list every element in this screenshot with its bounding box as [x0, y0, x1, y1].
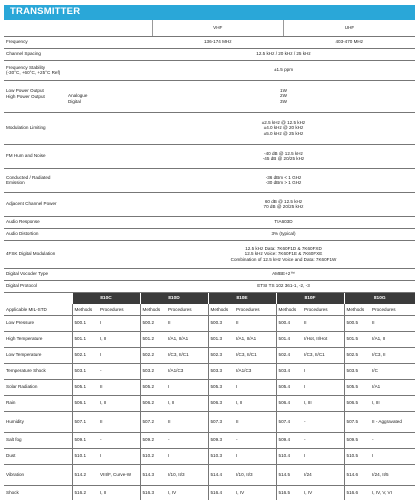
mil-procedure-cell: I, IV, V, VI	[370, 485, 415, 500]
mil-method-cell: 510.5	[344, 448, 370, 464]
mil-method-cell: 501.4	[276, 331, 302, 347]
spec-label: Frequency Stability (-30°C, +60°C, +25°C Ref)	[4, 60, 152, 80]
mil-method-cell: 502.2	[140, 347, 166, 363]
mil-method-cell: 505.1	[72, 379, 98, 395]
spec-value: -40 dB @ 12.5 kHz -45 dB @ 20/25 kHz	[152, 144, 415, 168]
mil-method-cell: 500.3	[208, 315, 234, 331]
mil-procedure-cell: I, III	[302, 395, 344, 411]
mil-test-name: Rain	[4, 395, 72, 411]
mil-procedure-cell: I, II	[98, 485, 140, 500]
mil-method-cell: 514.2	[72, 464, 98, 485]
mil-procedure-cell: I, II	[98, 331, 140, 347]
mil-test-name: High Temperature	[4, 331, 72, 347]
mil-procedure-cell: I, II	[166, 395, 208, 411]
mil-method-cell: 500.2	[140, 315, 166, 331]
mil-procedure-cell: I	[302, 448, 344, 464]
mil-test-name: Low Pressure	[4, 315, 72, 331]
mil-method-cell: 503.5	[344, 363, 370, 379]
spec-row-modulation-limiting	[4, 112, 415, 144]
mil-procedure-cell: I	[234, 379, 276, 395]
mil-group-header: 810C	[72, 293, 140, 304]
mil-procedure-cell: I	[98, 347, 140, 363]
spec-label: Adjacent Channel Power	[4, 192, 152, 216]
spec-label: Digital Vocoder Type	[4, 268, 152, 280]
mil-method-cell: 502.3	[208, 347, 234, 363]
mil-row	[4, 411, 415, 432]
spec-header-blank	[4, 20, 152, 36]
mil-test-name: Dust	[4, 448, 72, 464]
mil-table-body	[4, 315, 415, 500]
mil-procedure-cell: I	[166, 379, 208, 395]
mil-procedure-cell: -	[234, 432, 276, 448]
spec-band-header-row	[4, 20, 415, 36]
mil-group-header: 810E	[208, 293, 276, 304]
mil-method-cell: 509.4	[276, 432, 302, 448]
mil-group-header: 810F	[276, 293, 344, 304]
mil-group-header: 810D	[140, 293, 208, 304]
mil-method-cell: 500.1	[72, 315, 98, 331]
mil-method-cell: 510.1	[72, 448, 98, 464]
mil-procedure-cell: I/Hot, II/Hot	[302, 331, 344, 347]
mil-procedure-cell: I	[234, 448, 276, 464]
mil-method-cell: 505.2	[140, 379, 166, 395]
mil-procedures-header: Procedures	[234, 304, 276, 315]
mil-procedure-cell: VIII/F, Curve-W	[98, 464, 140, 485]
spec-label: Low Power Output High Power Output	[6, 88, 45, 99]
spec-label: FM Hum and Noise	[4, 144, 152, 168]
mil-method-cell: 501.1	[72, 331, 98, 347]
mil-method-cell: 514.5	[276, 464, 302, 485]
spec-row-audio-response	[4, 216, 415, 228]
mil-procedure-cell: I/C	[370, 363, 415, 379]
spec-row-frequency-stability	[4, 60, 415, 80]
spec-sublabel: Analogue Digital	[68, 93, 88, 104]
mil-procedures-header: Procedures	[166, 304, 208, 315]
spec-value-vhf: 136-174 MHz	[152, 36, 284, 48]
mil-method-cell: 509.2	[140, 432, 166, 448]
mil-procedure-cell: II	[302, 315, 344, 331]
mil-method-cell: 507.3	[208, 411, 234, 432]
spec-row-vocoder	[4, 268, 415, 280]
mil-procedure-cell: II	[98, 379, 140, 395]
mil-procedure-cell: I, IV	[302, 485, 344, 500]
mil-test-name: Vibration	[4, 464, 72, 485]
spec-label: Frequency	[4, 36, 152, 48]
spec-value-uhf: 403-470 MHz	[284, 36, 416, 48]
uhf-header: UHF	[284, 20, 416, 36]
mil-procedure-cell: I/10, II/3	[234, 464, 276, 485]
mil-row	[4, 432, 415, 448]
mil-group-header: 810G	[344, 293, 415, 304]
mil-test-name: Humidity	[4, 411, 72, 432]
spec-row-frequency	[4, 36, 415, 48]
mil-procedure-cell: I/A1/C3	[166, 363, 208, 379]
mil-procedure-cell: I/C3, II/C1	[302, 347, 344, 363]
mil-procedure-cell: I	[98, 315, 140, 331]
mil-method-cell: 505.3	[208, 379, 234, 395]
mil-method-cell: 501.3	[208, 331, 234, 347]
spec-label: Audio Distortion	[4, 228, 152, 240]
mil-method-cell: 516.4	[208, 485, 234, 500]
mil-method-cell: 502.1	[72, 347, 98, 363]
mil-method-cell: 507.5	[344, 411, 370, 432]
spec-value: 60 dB @ 12.5 kHz 70 dB @ 20/25 kHz	[152, 192, 415, 216]
mil-row	[4, 315, 415, 331]
mil-method-cell: 503.2	[140, 363, 166, 379]
mil-header-label: Applicable MIL-STD	[4, 304, 72, 315]
mil-procedure-cell: I/10, II/3	[166, 464, 208, 485]
mil-method-cell: 510.4	[276, 448, 302, 464]
mil-method-cell: 516.2	[72, 485, 98, 500]
spec-value: ±2.5 kHz @ 12.5 kHz ±4.0 kHz @ 20 kHz ±5.0 kHz @ 25 kHz	[152, 112, 415, 144]
mil-methods-header: Methods	[344, 304, 370, 315]
spec-label: Digital Protocol	[4, 280, 152, 292]
section-header-band	[4, 5, 415, 20]
mil-method-cell: 503.4	[276, 363, 302, 379]
mil-test-name: Solar Radiation	[4, 379, 72, 395]
mil-method-cell: 507.4	[276, 411, 302, 432]
mil-method-cell: 503.1	[72, 363, 98, 379]
section-title: TRANSMITTER	[10, 6, 81, 17]
spec-value: 12.5 kHz / 20 kHz / 25 kHz	[152, 48, 415, 60]
mil-procedure-cell: I	[302, 363, 344, 379]
mil-row	[4, 363, 415, 379]
mil-method-cell: 505.4	[276, 379, 302, 395]
mil-method-cell: 516.6	[344, 485, 370, 500]
spec-value: 1W 2W 3W	[152, 80, 415, 112]
mil-procedure-cell: I, II	[98, 395, 140, 411]
mil-procedures-header: Procedures	[98, 304, 140, 315]
mil-method-cell: 503.3	[208, 363, 234, 379]
mil-group-header-blank	[4, 293, 72, 304]
spec-row-audio-distortion	[4, 228, 415, 240]
spec-label-cell	[4, 80, 152, 112]
vhf-header: VHF	[152, 20, 284, 36]
spec-label: 4FSK Digital Modulation	[4, 240, 152, 268]
mil-method-cell: 500.4	[276, 315, 302, 331]
mil-method-cell: 506.5	[344, 395, 370, 411]
mil-methods-header: Methods	[72, 304, 98, 315]
mil-method-cell: 516.5	[276, 485, 302, 500]
spec-label: Audio Response	[4, 216, 152, 228]
mil-method-cell: 514.6	[344, 464, 370, 485]
mil-method-cell: 516.3	[140, 485, 166, 500]
mil-method-cell: 505.5	[344, 379, 370, 395]
spec-row-adjacent-channel	[4, 192, 415, 216]
mil-procedure-cell: I/C3, II	[370, 347, 415, 363]
mil-procedure-cell: I, III	[370, 395, 415, 411]
spec-row-channel-spacing	[4, 48, 415, 60]
mil-procedure-cell: II	[234, 315, 276, 331]
mil-method-cell: 509.3	[208, 432, 234, 448]
mil-procedure-cell: -	[98, 432, 140, 448]
mil-procedure-cell: -	[98, 363, 140, 379]
mil-group-header-row	[4, 293, 415, 304]
mil-method-cell: 502.5	[344, 347, 370, 363]
spec-value: TIA603D	[152, 216, 415, 228]
spec-label: Conducted / Radiated Emission	[4, 168, 152, 192]
mil-procedure-cell: I/A1, II/A1	[234, 331, 276, 347]
mil-row	[4, 347, 415, 363]
mil-procedure-cell: II - Aggravated	[370, 411, 415, 432]
mil-procedure-cell: I/A1	[370, 379, 415, 395]
mil-method-cell: 507.2	[140, 411, 166, 432]
mil-procedure-cell: II	[98, 411, 140, 432]
mil-test-name: Salt fog	[4, 432, 72, 448]
mil-method-cell: 507.1	[72, 411, 98, 432]
mil-procedure-cell: I/24, II/5	[370, 464, 415, 485]
mil-test-name: Shock	[4, 485, 72, 500]
mil-procedure-cell: II	[166, 315, 208, 331]
mil-row	[4, 331, 415, 347]
mil-procedure-cell: I/A1, II/A1	[166, 331, 208, 347]
spec-row-4fsk	[4, 240, 415, 268]
mil-method-cell: 514.4	[208, 464, 234, 485]
mil-procedure-cell: I, II	[234, 395, 276, 411]
mil-procedure-cell: I	[370, 448, 415, 464]
mil-method-cell: 500.5	[344, 315, 370, 331]
mil-method-cell: 514.3	[140, 464, 166, 485]
mil-procedure-cell: -	[302, 411, 344, 432]
mil-procedure-cell: II	[370, 315, 415, 331]
mil-test-name: Temperature Shock	[4, 363, 72, 379]
mil-procedure-cell: I/A1/C3	[234, 363, 276, 379]
transmitter-spec-table	[4, 20, 415, 293]
mil-method-cell: 506.2	[140, 395, 166, 411]
mil-subheader-row	[4, 304, 415, 315]
mil-method-cell: 506.4	[276, 395, 302, 411]
mil-methods-header: Methods	[208, 304, 234, 315]
mil-procedure-cell: I/C3, II/C1	[166, 347, 208, 363]
spec-row-protocol	[4, 280, 415, 292]
mil-method-cell: 510.3	[208, 448, 234, 464]
mil-procedure-cell: -	[302, 432, 344, 448]
spec-value: -36 dBm < 1 GHz -30 dBm > 1 GHz	[152, 168, 415, 192]
spec-row-emission	[4, 168, 415, 192]
spec-value: ±1.5 ppm	[152, 60, 415, 80]
spec-value: AMBE+2™	[152, 268, 415, 280]
spec-row-power-output	[4, 80, 415, 112]
mil-method-cell: 502.4	[276, 347, 302, 363]
mil-method-cell: 506.1	[72, 395, 98, 411]
mil-procedure-cell: I, IV	[166, 485, 208, 500]
mil-procedures-header: Procedures	[370, 304, 415, 315]
mil-method-cell: 510.2	[140, 448, 166, 464]
mil-method-cell: 509.5	[344, 432, 370, 448]
mil-method-cell: 509.1	[72, 432, 98, 448]
mil-procedure-cell: I, IV	[234, 485, 276, 500]
spec-label: Modulation Limiting	[4, 112, 152, 144]
mil-methods-header: Methods	[276, 304, 302, 315]
mil-procedure-cell: I/24	[302, 464, 344, 485]
mil-procedures-header: Procedures	[302, 304, 344, 315]
mil-procedure-cell: I	[302, 379, 344, 395]
mil-row	[4, 379, 415, 395]
mil-procedure-cell: I	[98, 448, 140, 464]
mil-std-table	[4, 293, 415, 500]
mil-methods-header: Methods	[140, 304, 166, 315]
mil-method-cell: 506.3	[208, 395, 234, 411]
mil-procedure-cell: I/A1, II	[370, 331, 415, 347]
mil-method-cell: 501.2	[140, 331, 166, 347]
spec-row-fm-hum-noise	[4, 144, 415, 168]
mil-procedure-cell: I/C3, II/C1	[234, 347, 276, 363]
mil-procedure-cell: II	[166, 411, 208, 432]
spec-value: 12.5 kHz Data: 7K60F1D & 7K60FXD 12.5 kHz Voice: 7K60F1E & 7K60FXE Combination of 12.5 kHz Voice and Data: 7K60F1W	[152, 240, 415, 268]
mil-row	[4, 395, 415, 411]
mil-procedure-cell: I	[166, 448, 208, 464]
spec-value: ETSI TS 102 361-1, -2, -3	[152, 280, 415, 292]
spec-value: 3% (typical)	[152, 228, 415, 240]
mil-procedure-cell: II	[234, 411, 276, 432]
mil-row	[4, 485, 415, 500]
mil-row	[4, 464, 415, 485]
mil-method-cell: 501.5	[344, 331, 370, 347]
mil-procedure-cell: -	[370, 432, 415, 448]
mil-procedure-cell: -	[166, 432, 208, 448]
mil-test-name: Low Temperature	[4, 347, 72, 363]
mil-row	[4, 448, 415, 464]
spec-label: Channel Spacing	[4, 48, 152, 60]
